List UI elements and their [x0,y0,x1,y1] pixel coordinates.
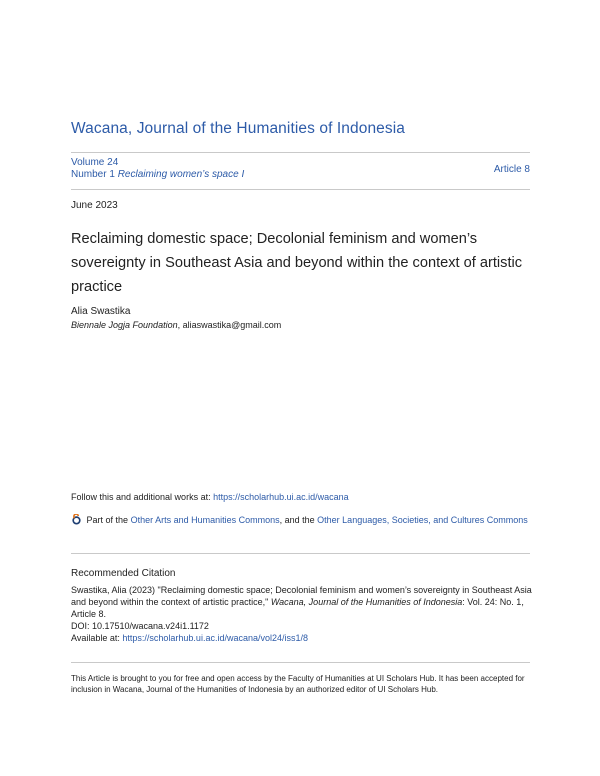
follow-label: Follow this and additional works at: [71,492,211,502]
follow-line [71,492,349,502]
open-access-icon [71,514,82,525]
part-of-middle: , and the [279,515,315,525]
part-of-line [71,513,531,528]
citation-volume: : Vol. 24: No. 1, Article 8. [71,597,524,619]
divider-bottom [71,662,530,663]
follow-link[interactable]: https://scholarhub.ui.ac.id/wacana [213,492,349,502]
article-number-link[interactable]: Article 8 [493,164,530,175]
citation-body [71,584,533,644]
issue-title: Reclaiming women’s space I [117,169,245,180]
author-affiliation: Biennale Jogja Foundation, aliaswastika@gmail.com [71,320,282,330]
author-email: aliaswastika@gmail.com [182,320,282,330]
author-name: Alia Swastika [71,306,131,317]
author-institution: Biennale Jogja Foundation [71,320,178,330]
part-of-prefix: Part of the [86,515,129,525]
arts-humanities-commons-link[interactable]: Other Arts and Humanities Commons [130,515,280,525]
citation-journal: Wacana, Journal of the Humanities of Indonesia [270,597,463,607]
access-note: This Article is brought to you for free and open access by the Faculty of Humanities at UI Scholars Hub. It has been accepted for inclusion in Wacana, Journal of the Humanities of Indonesia by an authorized editor of UI Scholars Hub. [71,674,525,694]
languages-societies-commons-link[interactable]: Other Languages, Societies, and Cultures Commons [317,515,528,525]
divider-issue [71,189,530,190]
issue-info [71,157,244,181]
article-title: Reclaiming domestic space; Decolonial feminism and women’s sovereignty in Southeast Asia and beyond within the context of artistic practice [71,231,523,295]
citation-text: Swastika, Alia (2023) "Reclaiming domestic space; Decolonial feminism and women’s sovereignty in Southeast Asia and beyond within the context of artistic practice," [71,585,532,607]
volume-link[interactable]: Volume 24 [71,157,119,168]
available-link[interactable]: https://scholarhub.ui.ac.id/wacana/vol24/iss1/8 [122,633,308,643]
journal-title-link[interactable]: Wacana, Journal of the Humanities of Indonesia [71,120,406,137]
citation-available [71,632,533,644]
citation-heading: Recommended Citation [71,568,176,579]
divider-citation [71,553,530,554]
available-label: Available at: [71,633,120,643]
number-label: Number 1 [71,169,115,180]
citation-doi: DOI: 10.17510/wacana.v24i1.1172 [71,621,209,631]
publication-date: June 2023 [71,200,118,211]
number-link[interactable] [71,169,244,181]
divider-top [71,152,530,153]
